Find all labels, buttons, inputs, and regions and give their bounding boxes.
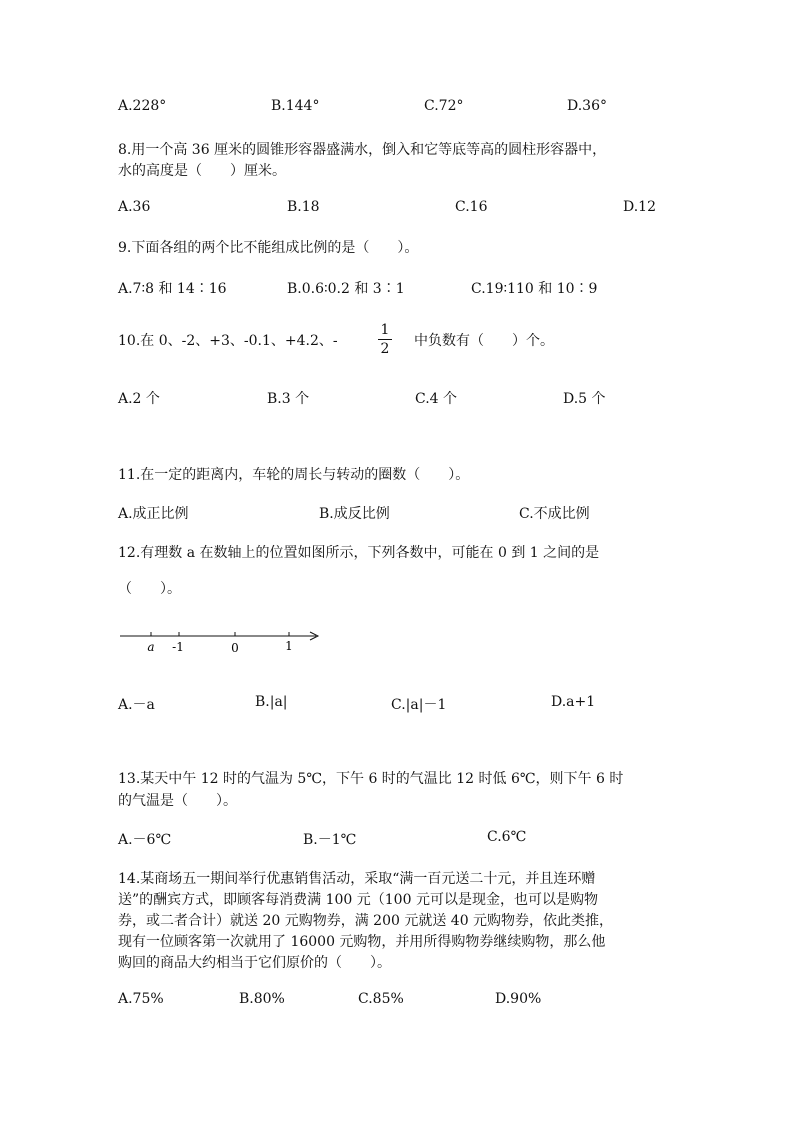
q12-option-b[interactable]: B.|a| (255, 694, 288, 710)
axis-label-1: 1 (285, 639, 293, 653)
q8-option-d[interactable]: D.12 (623, 199, 656, 215)
q10-option-a[interactable]: A.2 个 (118, 391, 160, 407)
q14-option-c[interactable]: C.85% (358, 991, 404, 1007)
q14-question-line-1: 14.某商场五一期间举行优惠销售活动，采取“满一百元送二十元，并且连环赠 (118, 871, 596, 887)
q7-option-b[interactable]: B.144° (271, 98, 320, 114)
q9-option-c[interactable]: C.19∶110 和 10∶9 (471, 281, 598, 297)
q7-option-a[interactable]: A.228° (118, 98, 167, 114)
q13-option-c[interactable]: C.6℃ (487, 829, 527, 845)
q8-question-line-1: 8.用一个高 36 厘米的圆锥形容器盛满水，倒入和它等底等高的圆柱形容器中， (118, 142, 607, 158)
q7-option-d[interactable]: D.36° (567, 98, 607, 114)
q10-question-start: 10.在 0、-2、+3、-0.1、+4.2、- (118, 333, 338, 349)
q9-option-b[interactable]: B.0.6∶0.2 和 3∶1 (287, 281, 405, 297)
q10-fraction-numerator: 1 (380, 322, 390, 338)
q12-question-line-1: 12.有理数 a 在数轴上的位置如图所示，下列各数中，可能在 0 到 1 之间的是 (118, 545, 600, 561)
q14-option-b[interactable]: B.80% (239, 991, 285, 1007)
q9-option-a[interactable]: A.7∶8 和 14∶16 (118, 281, 227, 297)
q14-option-a[interactable]: A.75% (118, 991, 164, 1007)
q12-option-c[interactable]: C.|a|－1 (391, 697, 447, 713)
q8-question-line-2: 水的高度是（ ）厘米。 (118, 163, 286, 179)
q12-option-a[interactable]: A.－a (118, 697, 155, 713)
q8-option-b[interactable]: B.18 (287, 199, 320, 215)
axis-label-neg-1: -1 (172, 640, 184, 654)
q10-option-b[interactable]: B.3 个 (267, 391, 310, 407)
q10-fraction-denominator: 2 (380, 341, 390, 357)
number-line (116, 626, 326, 660)
q14-question-line-3: 券，或二者合计）就送 20 元购物券，满 200 元就送 40 元购物券，依此类推， (118, 913, 614, 929)
q11-question: 11.在一定的距离内，车轮的周长与转动的圈数（ ）。 (118, 467, 470, 483)
q13-question-line-2: 的气温是（ ）。 (118, 793, 237, 809)
q14-question-line-2: 送”的酬宾方式，即顾客每消费满 100 元（100 元可以是现金，也可以是购物 (118, 892, 598, 908)
q12-question-line-2: （ ）。 (118, 581, 181, 597)
q7-option-c[interactable]: C.72° (424, 98, 464, 114)
q10-option-d[interactable]: D.5 个 (563, 391, 606, 407)
q8-option-a[interactable]: A.36 (118, 199, 151, 215)
q13-question-line-1: 13.某天中午 12 时的气温为 5℃，下午 6 时的气温比 12 时低 6℃，则下午 6 时 (118, 771, 624, 787)
q14-option-d[interactable]: D.90% (495, 991, 542, 1007)
q10-question-end: 中负数有（ ）个。 (414, 333, 554, 349)
q13-option-b[interactable]: B.－1℃ (303, 832, 357, 848)
q14-question-line-5: 购回的商品大约相当于它们原价的（ ）。 (118, 955, 391, 971)
q13-option-a[interactable]: A.－6℃ (118, 832, 172, 848)
axis-label-a: a (147, 640, 155, 654)
q11-option-b[interactable]: B.成反比例 (319, 506, 390, 522)
q14-question-line-4: 现有一位顾客第一次就用了 16000 元购物，并用所得购物券继续购物，那么他 (118, 934, 606, 950)
q10-fraction (378, 322, 392, 357)
q10-option-c[interactable]: C.4 个 (415, 391, 458, 407)
q9-question: 9.下面各组的两个比不能组成比例的是（ ）。 (118, 240, 419, 256)
q11-option-c[interactable]: C.不成比例 (519, 506, 590, 522)
q10-fraction-bar (378, 339, 392, 340)
axis-label-0: 0 (231, 641, 239, 655)
q12-option-d[interactable]: D.a+1 (551, 694, 596, 710)
q11-option-a[interactable]: A.成正比例 (118, 506, 189, 522)
q8-option-c[interactable]: C.16 (455, 199, 488, 215)
